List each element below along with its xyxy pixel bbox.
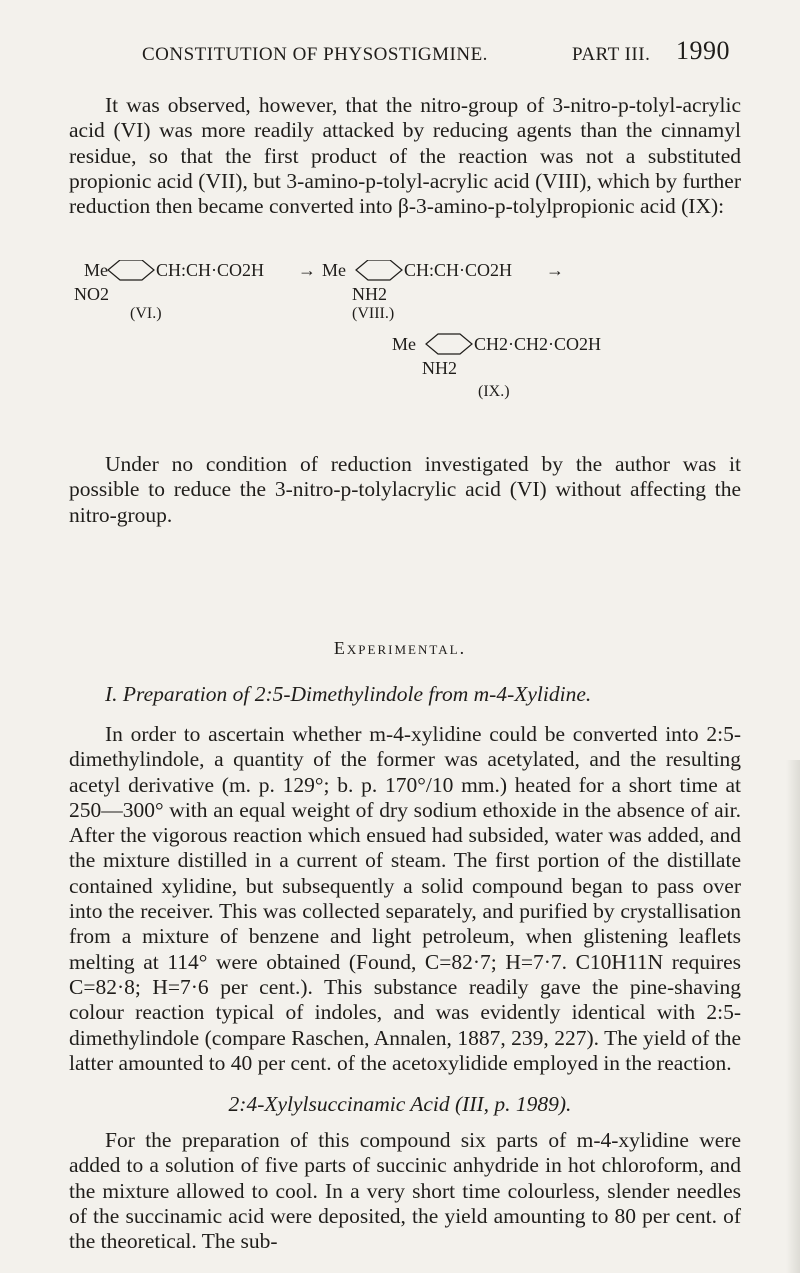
viii-sub-bottom: NH2 [352,284,387,304]
subheading-2-text: 2:4-Xylylsuccinamic Acid (III, p. 1989). [228,1092,572,1116]
viii-chain: CH:CH·CO2H [404,260,513,280]
running-title: CONSTITUTION OF PHYSOSTIGMINE. [142,44,488,65]
arrow-1: → [298,260,316,280]
vi-benzene-ring [108,260,154,280]
ix-chain: CH2·CH2·CO2H [474,334,602,354]
page-edge-shadow [786,760,800,1273]
compound-ix [392,334,601,400]
viii-benzene-ring [356,260,402,280]
viii-sub-top: Me [322,260,346,280]
compound-vi [74,260,264,322]
paragraph-2-text: Under no condition of reduction investigated by the author was it possible to reduce the 3-nitro-p-tolylacrylic acid (VI) without affecting the nitro-group. [69,452,741,527]
arrow-2: → [546,260,564,280]
ix-benzene-ring [426,334,472,354]
vi-label: (VI.) [130,305,162,322]
running-header [72,36,730,70]
paragraph-2 [69,452,741,528]
subheading-1 [69,682,741,707]
ix-sub-bottom: NH2 [422,358,457,378]
compound-viii [322,260,512,322]
page-number: 1990 [676,36,730,65]
paragraph-4-text: For the preparation of this compound six parts of m-4-xylidine were added to a solution of five parts of succinic anhydride in hot chloroform, and the mixture allowed to cool. In a very short time colourless, slender needles of the succinamic acid were deposited, the yield amounting to 80 per cent. of the theoretical. The sub- [69,1128,741,1254]
ix-sub-top: Me [392,334,416,354]
viii-label: (VIII.) [352,305,395,322]
paragraph-3 [69,722,741,1076]
paragraph-3-text: In order to ascertain whether m-4-xylidine could be converted into 2:5-dimethylindole, a quantity of the former was acetylated, and the resulting acetyl derivative (m. p. 129°; b. p. 170°/10 mm.) heated for a short time at 250—300° with an equal weight of dry sodium ethoxide in the absence of air. After the vigorous reaction which ensued had subsided, water was added, and the mixture distilled in a current of steam. The first portion of the distillate contained xylidine, but subsequently a solid compound began to pass over into the receiver. This was collected separately, and purified by crystallisation from a mixture of benzene and light petroleum, when glistening leaflets melting at 114° were obtained (Found, C=82·7; H=7·7. C10H11N requires C=82·8; H=7·6 per cent.). This substance readily gave the pine-shaving colour reaction typical of indoles, and was evidently identical with 2:5-dimethylindole (compare Raschen, Annalen, 1887, 239, 227). The yield of the latter amounted to 40 per cent. of the acetoxylidide employed in the reaction. [69,722,741,1075]
intro-text: It was observed, however, that the nitro-group of 3-nitro-p-tolyl-acrylic acid (VI) was more readily attacked by reducing agents than the cinnamyl residue, so that the first product of the reaction was not a substituted propionic acid (VII), but 3-amino-p-tolyl-acrylic acid (VIII), which by further reduction then became converted into β-3-amino-p-tolylpropionic acid (IX): [69,93,741,219]
intro-paragraph [69,93,741,219]
ix-label: (IX.) [478,383,510,400]
subheading-1-text: I. Preparation of 2:5-Dimethylindole from m-4-Xylidine. [105,682,592,706]
paragraph-4 [69,1128,741,1254]
vi-sub-top: Me [84,260,108,280]
section-heading: Experimental. [333,638,467,658]
subheading-2 [0,1092,800,1117]
vi-chain: CH:CH·CO2H [156,260,265,280]
running-part: PART III. [572,44,651,65]
reaction-scheme [60,260,740,430]
vi-sub-bottom: NO2 [74,284,109,304]
